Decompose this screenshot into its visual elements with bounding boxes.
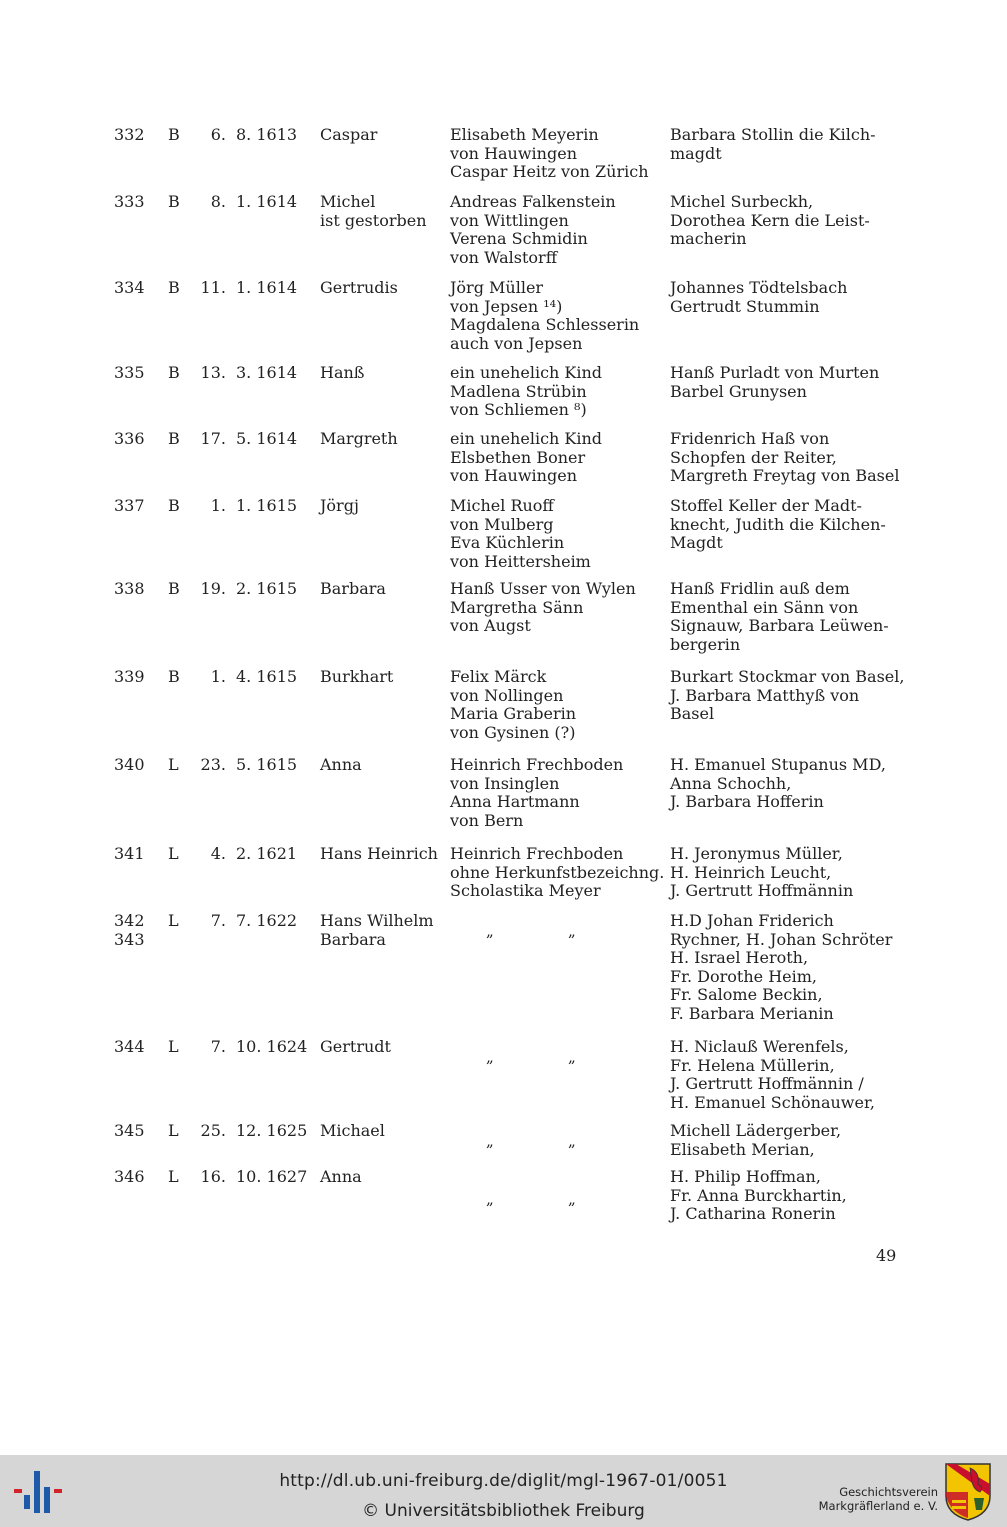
child-name-line: Anna <box>320 755 362 774</box>
godparents <box>670 429 900 486</box>
entry-type: B <box>168 363 180 382</box>
document-url-link[interactable]: http://dl.ub.uni-freiburg.de/diglit/mgl-1967-01/0051 <box>279 1471 728 1491</box>
godparents <box>670 845 894 901</box>
entry-day: 17. <box>200 429 226 448</box>
entry-number-line: 340 <box>114 755 145 774</box>
entry-number-line: 336 <box>114 429 145 448</box>
entry-number-line: 335 <box>114 363 145 382</box>
entry-type: L <box>168 1121 179 1140</box>
godparents <box>670 756 894 812</box>
parents-line: von Schliemen ⁸) <box>450 400 587 420</box>
entry-date: 3. 1614 <box>236 363 298 382</box>
godparents-line: Fr. Anna Burckhartin, <box>670 1185 847 1205</box>
page-number: 49 <box>876 1246 897 1265</box>
child-name-line: Anna <box>320 1167 362 1186</box>
coat-of-arms-icon[interactable] <box>944 1462 992 1522</box>
entry-date: 2. 1621 <box>236 844 298 863</box>
entry-day: 7. <box>210 1037 226 1056</box>
ditto-mark: „ <box>568 1048 576 1066</box>
godparents-line: Dorothea Kern die Leist- <box>670 210 870 230</box>
child-name-line: Hanß <box>320 363 365 382</box>
entry-number <box>114 430 144 449</box>
parents <box>450 279 660 353</box>
godparents-line: Elisabeth Merian, <box>670 1139 815 1159</box>
parents-line: von Insinglen <box>450 773 560 793</box>
parents-line: Michel Ruoff <box>450 496 554 515</box>
godparents-line: J. Barbara Matthyß von <box>670 685 860 705</box>
godparents <box>670 1168 894 1224</box>
entry-type: L <box>168 755 179 774</box>
parents-line: auch von Jepsen <box>450 333 583 353</box>
godparents <box>670 279 894 316</box>
godparents-line: Fr. Salome Beckin, <box>670 985 823 1005</box>
godparents-line: H. Emanuel Schönauwer, <box>670 1092 875 1112</box>
godparents <box>670 126 894 163</box>
entry-type: L <box>168 844 179 863</box>
parents-line: Hanß Usser von Wylen <box>450 579 636 598</box>
godparents-line: J. Gertrutt Hoffmännin / <box>670 1074 864 1094</box>
entry-day: 8. <box>210 192 226 211</box>
child-name <box>320 1038 445 1057</box>
entry-day: 11. <box>200 278 226 297</box>
parents-line: Verena Schmidin <box>450 229 588 249</box>
entry-day: 13. <box>200 363 226 382</box>
parents-line: von Gysinen (?) <box>450 722 576 742</box>
godparents-line: Fridenrich Haß von <box>670 429 830 448</box>
society-name-line2: Markgräflerland e. V. <box>818 1499 938 1513</box>
entry-type: B <box>168 278 180 297</box>
godparents-line: Fr. Helena Müllerin, <box>670 1055 835 1075</box>
entry-date: 5. 1615 <box>236 755 298 774</box>
godparents-line: Hanß Purladt von Murten <box>670 363 880 382</box>
parents-line: von Augst <box>450 616 531 636</box>
entry-date: 10. 1627 <box>236 1167 308 1186</box>
entry-type: L <box>168 911 179 930</box>
entry-number <box>114 1038 144 1057</box>
entry-type: B <box>168 429 180 448</box>
child-name-line: Jörgj <box>320 496 359 515</box>
parents-line: Maria Graberin <box>450 704 577 724</box>
entry-date: 7. 1622 <box>236 911 298 930</box>
parents-line: von Mulberg <box>450 514 554 534</box>
entry-day: 16. <box>200 1167 226 1186</box>
godparents-line: Fr. Dorothe Heim, <box>670 966 817 986</box>
child-name-line: Burkhart <box>320 667 394 686</box>
child-name-line: Margreth <box>320 429 398 448</box>
godparents-line: knecht, Judith die Kilchen- <box>670 514 886 534</box>
entry-day: 1. <box>210 667 226 686</box>
entry-number <box>114 1168 144 1187</box>
parents-line: Magdalena Schlesserin <box>450 315 640 335</box>
godparents-line: H. Emanuel Stupanus MD, <box>670 755 886 774</box>
child-name-line: Gertrudt <box>320 1037 391 1056</box>
parents-line: Anna Hartmann <box>450 792 580 812</box>
parents-line: Madlena Strübin <box>450 381 587 401</box>
godparents-line: H. Niclauß Werenfels, <box>670 1037 849 1056</box>
godparents-line: Magdt <box>670 533 723 553</box>
child-name-line: Hans Heinrich <box>320 844 438 863</box>
entry-number <box>114 1122 144 1141</box>
godparents-line: Burkart Stockmar von Basel, <box>670 667 905 686</box>
entry-number <box>114 756 144 775</box>
godparents <box>670 497 894 553</box>
entry-number-line: 343 <box>114 929 145 949</box>
entry-number <box>114 364 144 383</box>
godparents-line: Michell Lädergerber, <box>670 1121 842 1140</box>
entry-number <box>114 279 144 298</box>
entry-date: 8. 1613 <box>236 125 298 144</box>
entry-number-line: 338 <box>114 579 145 598</box>
entry-number-line: 342 <box>114 911 145 930</box>
godparents-line: H. Philip Hoffman, <box>670 1167 821 1186</box>
ditto-mark: „ <box>568 1132 576 1150</box>
child-name-line: Barbara <box>320 579 386 598</box>
parents-line: Caspar Heitz von Zürich <box>450 162 649 182</box>
entry-day: 25. <box>200 1121 226 1140</box>
godparents-line: Michel Surbeckh, <box>670 192 814 211</box>
entry-day: 1. <box>210 496 226 515</box>
godparents <box>670 912 894 1024</box>
godparents-line: Hanß Fridlin auß dem <box>670 579 850 598</box>
godparents <box>670 1038 894 1112</box>
child-name <box>320 1122 445 1141</box>
parents <box>450 364 660 420</box>
parents-line: von Wittlingen <box>450 210 569 230</box>
parents-line: von Nollingen <box>450 685 564 705</box>
godparents-line: H. Heinrich Leucht, <box>670 862 832 882</box>
child-name-line: Michel <box>320 192 376 211</box>
entry-type: B <box>168 192 180 211</box>
parents <box>450 497 660 571</box>
entry-type: B <box>168 496 180 515</box>
child-name-line: Gertrudis <box>320 278 398 297</box>
child-name <box>320 497 445 516</box>
godparents-line: Barbara Stollin die Kilch- <box>670 125 876 144</box>
society-name-line1: Geschichtsverein <box>839 1485 938 1499</box>
godparents <box>670 580 894 654</box>
godparents-line: bergerin <box>670 634 741 654</box>
ditto-mark: „ <box>486 1190 494 1208</box>
child-name <box>320 668 445 687</box>
godparents-line: J. Barbara Hofferin <box>670 792 824 812</box>
godparents-line: Stoffel Keller der Madt- <box>670 496 862 515</box>
godparents <box>670 1122 894 1159</box>
child-name-line: ist gestorben <box>320 210 427 230</box>
copyright-notice: © Universitätsbibliothek Freiburg <box>362 1501 645 1521</box>
entry-day: 4. <box>210 844 226 863</box>
godparents-line: Signauw, Barbara Leüwen- <box>670 616 889 636</box>
entry-type: L <box>168 1167 179 1186</box>
godparents-line: Gertrudt Stummin <box>670 296 820 316</box>
godparents <box>670 193 894 249</box>
entry-day: 6. <box>210 125 226 144</box>
entry-date: 5. 1614 <box>236 429 298 448</box>
ditto-mark: „ <box>568 922 576 940</box>
entry-day: 23. <box>200 755 226 774</box>
entry-number <box>114 580 144 599</box>
parents <box>450 580 660 636</box>
child-name <box>320 580 445 599</box>
entry-number <box>114 126 144 145</box>
parents-line: Scholastika Meyer <box>450 881 601 901</box>
godparents-line: Margreth Freytag von Basel <box>670 466 900 486</box>
entry-number <box>114 912 144 949</box>
godparents-line: J. Gertrutt Hoffmännin <box>670 881 854 901</box>
parents-line: ein unehelich Kind <box>450 363 603 382</box>
child-name-line: Caspar <box>320 125 378 144</box>
entry-number-line: 339 <box>114 667 145 686</box>
entry-number <box>114 497 144 516</box>
parents-line: von Bern <box>450 810 524 830</box>
society-name <box>808 1485 938 1513</box>
parents-line: Heinrich Frechboden <box>450 844 624 863</box>
entry-number <box>114 845 144 864</box>
godparents-line: Basel <box>670 704 715 724</box>
child-name-line: Barbara <box>320 929 386 949</box>
child-name <box>320 756 445 775</box>
parents-line: Elsbethen Boner <box>450 447 586 467</box>
parents <box>450 668 660 742</box>
parents-line: ohne Herkunfstbezeichng. <box>450 862 665 882</box>
parents-line: von Walstorff <box>450 247 558 267</box>
child-name <box>320 279 445 298</box>
godparents-line: Ementhal ein Sänn von <box>670 597 859 617</box>
godparents-line: F. Barbara Merianin <box>670 1003 834 1023</box>
entry-type: L <box>168 1037 179 1056</box>
godparents-line: magdt <box>670 143 722 163</box>
godparents-line: H.D Johan Friderich <box>670 911 834 930</box>
child-name <box>320 845 445 864</box>
entry-number-line: 341 <box>114 844 145 863</box>
parents-line: von Hauwingen <box>450 466 577 486</box>
godparents-line: Anna Schochh, <box>670 773 792 793</box>
parents-line: ein unehelich Kind <box>450 429 603 448</box>
entry-date: 10. 1624 <box>236 1037 308 1056</box>
child-name <box>320 364 445 383</box>
entry-number-line: 346 <box>114 1167 145 1186</box>
entry-date: 12. 1625 <box>236 1121 308 1140</box>
godparents-line: H. Israel Heroth, <box>670 948 809 968</box>
entry-day: 19. <box>200 579 226 598</box>
footer-bar <box>0 1455 1007 1527</box>
parents-line: Felix Märck <box>450 667 547 686</box>
child-name <box>320 912 445 949</box>
godparents-line: J. Catharina Ronerin <box>670 1204 836 1224</box>
godparents-line: Schopfen der Reiter, <box>670 447 837 467</box>
parents-line: Eva Küchlerin <box>450 533 565 553</box>
ditto-mark: „ <box>568 1190 576 1208</box>
godparents-line: Rychner, H. Johan Schröter <box>670 929 893 949</box>
parents <box>450 756 660 830</box>
parents-line: von Heittersheim <box>450 551 591 571</box>
entry-number <box>114 668 144 687</box>
parents-line: von Jepsen ¹⁴) <box>450 296 563 316</box>
entry-date: 1. 1614 <box>236 192 298 211</box>
entry-type: B <box>168 125 180 144</box>
child-name-line: Hans Wilhelm <box>320 911 434 930</box>
godparents-line: Barbel Grunysen <box>670 381 807 401</box>
entry-number-line: 333 <box>114 192 145 211</box>
child-name <box>320 193 445 230</box>
parents-line: Elisabeth Meyerin <box>450 125 599 144</box>
parents-line: Jörg Müller <box>450 278 544 297</box>
godparents-line: macherin <box>670 229 747 249</box>
entry-type: B <box>168 579 180 598</box>
ditto-mark: „ <box>486 922 494 940</box>
godparents <box>670 364 894 401</box>
child-name-line: Michael <box>320 1121 385 1140</box>
entry-number-line: 345 <box>114 1121 145 1140</box>
parents <box>450 844 665 901</box>
ditto-mark: „ <box>486 1048 494 1066</box>
entry-number-line: 344 <box>114 1037 145 1056</box>
entry-number-line: 337 <box>114 496 145 515</box>
entry-number <box>114 193 144 212</box>
child-name <box>320 1168 445 1187</box>
entry-day: 7. <box>210 911 226 930</box>
entry-date: 1. 1614 <box>236 278 298 297</box>
godparents <box>670 667 905 724</box>
parents-line: Andreas Falkenstein <box>450 192 616 211</box>
godparents-line: Johannes Tödtelsbach <box>670 278 848 297</box>
child-name <box>320 430 445 449</box>
parents <box>450 126 660 182</box>
entry-date: 4. 1615 <box>236 667 298 686</box>
child-name <box>320 126 445 145</box>
parents-line: von Hauwingen <box>450 143 577 163</box>
parents-line: Margretha Sänn <box>450 597 584 617</box>
entry-number-line: 334 <box>114 278 145 297</box>
parents-line: Heinrich Frechboden <box>450 755 624 774</box>
entry-number-line: 332 <box>114 125 145 144</box>
entry-date: 2. 1615 <box>236 579 298 598</box>
godparents-line: H. Jeronymus Müller, <box>670 844 843 863</box>
entry-type: B <box>168 667 180 686</box>
entry-date: 1. 1615 <box>236 496 298 515</box>
parents <box>450 193 660 267</box>
ditto-mark: „ <box>486 1132 494 1150</box>
parents <box>450 430 660 486</box>
